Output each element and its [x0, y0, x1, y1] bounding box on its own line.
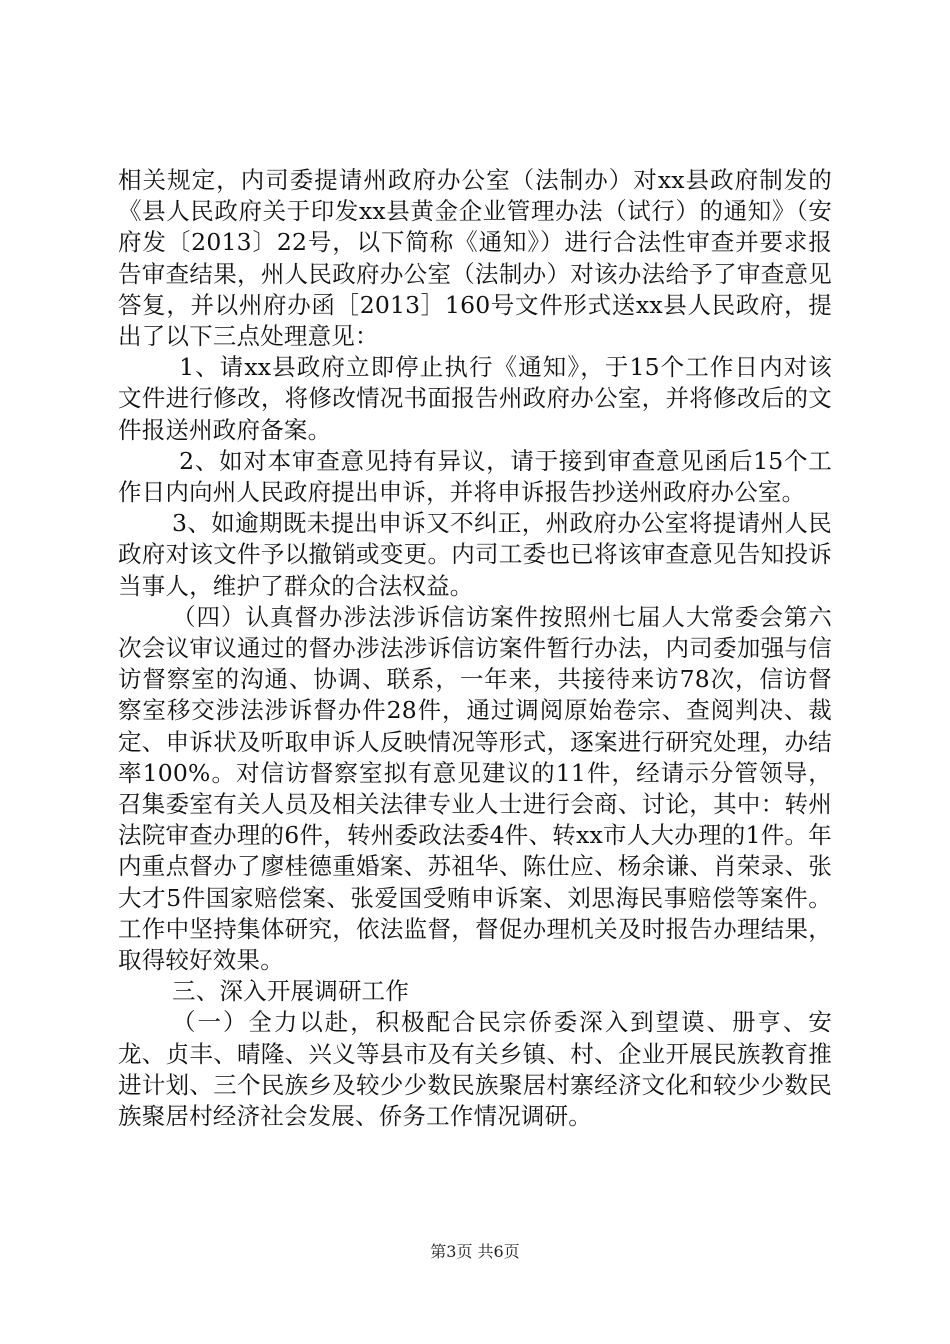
- page-number-footer: 第3页 共6页: [430, 1242, 520, 1261]
- paragraph-research-1: （一）全力以赴，积极配合民宗侨委深入到望谟、册亨、安龙、贞丰、晴隆、兴义等县市及有关乡镇、村、企业开展民族教育推进计划、三个民族乡及较少少数民族聚居村寨经济文化和较少少数民族聚居村经济社会发展、侨务工作情况调研。: [118, 1008, 832, 1131]
- paragraph-intro: 相关规定，内司委提请州政府办公室（法制办）对xx县政府制发的《县人民政府关于印发xx县黄金企业管理办法（试行）的通知》（安府发〔2013〕22号，以下简称《通知》）进行合法性审查并要求报告审查结果，州人民政府办公室（法制办）对该办法给予了审查意见答复，并以州府办函［2013］160号文件形式送xx县人民政府，提出了以下三点处理意见：: [118, 166, 832, 351]
- paragraph-section-4: （四）认真督办涉法涉诉信访案件按照州七届人大常委会第六次会议审议通过的督办涉法涉诉信访案件暂行办法，内司委加强与信访督察室的沟通、协调、联系，一年来，共接待来访78次，信访督察室移交涉法涉诉督办件28件，通过调阅原始卷宗、查阅判决、裁定、申诉状及听取申诉人反映情况等形式，逐案进行研究处理，办结率100%。对信访督察室拟有意见建议的11件，经请示分管领导，召集委室有关人员及相关法律专业人士进行会商、讨论，其中：转州法院审查办理的6件，转州委政法委4件、转xx市人大办理的1件。年内重点督办了廖桂德重婚案、苏祖华、陈仕应、杨余谦、肖荣录、张大才5件国家赔偿案、张爱国受贿申诉案、刘思海民事赔偿等案件。工作中坚持集体研究，依法监督，督促办理机关及时报告办理结果，取得较好效果。: [118, 602, 832, 975]
- paragraph-item-3: 3、如逾期既未提出申诉又不纠正，州政府办公室将提请州人民政府对该文件予以撤销或变更。内司工委也已将该审查意见告知投诉当事人，维护了群众的合法权益。: [118, 509, 832, 600]
- paragraph-item-2: 2、如对本审查意见持有异议，请于接到审查意见函后15个工作日内向州人民政府提出申诉，并将申诉报告抄送州政府办公室。: [118, 446, 832, 507]
- document-body: [118, 165, 832, 1132]
- paragraph-item-1: 1、请xx县政府立即停止执行《通知》，于15个工作日内对该文件进行修改，将修改情况书面报告州政府办公室，并将修改后的文件报送州政府备案。: [118, 353, 832, 444]
- section-heading-research: 三、深入开展调研工作: [172, 977, 410, 1006]
